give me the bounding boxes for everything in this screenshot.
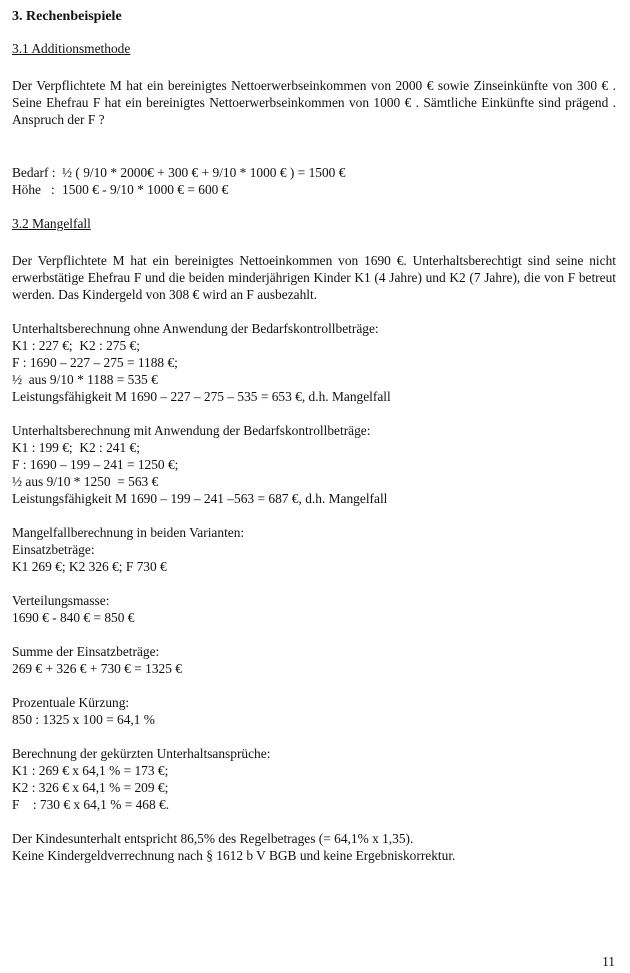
text-line: Summe der Einsatzbeträge:: [12, 644, 160, 659]
text-line: Leistungsfähigkeit M 1690 – 227 – 275 – 535 = 653 €, d.h. Mangelfall: [12, 389, 391, 404]
text-line: F : 1690 – 227 – 275 = 1188 €;: [12, 355, 178, 370]
addition-calculation: [12, 164, 616, 198]
text-line: ½ aus 9/10 * 1188 = 535 €: [12, 372, 158, 387]
hoehe-value: 1500 € - 9/10 * 1000 € = 600 €: [62, 182, 229, 197]
text-line: Einsatzbeträge:: [12, 542, 95, 557]
text-line: Prozentuale Kürzung:: [12, 695, 130, 710]
bedarf-value: ½ ( 9/10 * 2000€ + 300 € + 9/10 * 1000 € ) = 1500 €: [62, 165, 346, 180]
section-heading: 3. Rechenbeispiele: [12, 9, 122, 24]
text-line: F : 730 € x 64,1 % = 468 €.: [12, 797, 170, 812]
text-line: 1690 € - 840 € = 850 €: [12, 610, 135, 625]
addition-problem-text: Der Verpflichtete M hat ein bereinigtes Nettoerwerbseinkommen von 2000 € sowie Zinseinkünfte von 300 € . Seine Ehefrau F hat ein bereinigtes Nettoerwerbseinkommen von 1000 € . Sämtliche Einkünfte sind prägend . Anspruch der F ?: [12, 78, 616, 127]
text-line: K1 : 269 € x 64,1 % = 173 €;: [12, 763, 169, 778]
verteilungsmasse-block: [12, 592, 616, 626]
text-line: 850 : 1325 x 100 = 64,1 %: [12, 712, 155, 727]
prozentuale-kuerzung-block: [12, 694, 616, 728]
text-line: 269 € + 326 € + 730 € = 1325 €: [12, 661, 182, 676]
bedarf-label: Bedarf :: [12, 165, 56, 180]
mit-kontrollbetraege-block: [12, 422, 616, 507]
schluss-block: [12, 830, 616, 864]
text-line: K1 : 227 €; K2 : 275 €;: [12, 338, 140, 353]
text-line: K1 269 €; K2 326 €; F 730 €: [12, 559, 167, 574]
subsection-title-mangelfall: 3.2 Mangelfall: [12, 216, 91, 231]
page-number: 11: [602, 954, 615, 969]
text-line: ½ aus 9/10 * 1250 = 563 €: [12, 474, 159, 489]
text-line: Keine Kindergeldverrechnung nach § 1612 b V BGB und keine Ergebniskorrektur.: [12, 848, 456, 863]
text-line: F : 1690 – 199 – 241 = 1250 €;: [12, 457, 179, 472]
text-line: Mangelfallberechnung in beiden Varianten:: [12, 525, 245, 540]
summe-einsatzbetraege-block: [12, 643, 616, 677]
hoehe-label: Höhe :: [12, 182, 55, 197]
text-line: K1 : 199 €; K2 : 241 €;: [12, 440, 140, 455]
document-page: [12, 8, 616, 864]
text-line: Unterhaltsberechnung mit Anwendung der Bedarfskontrollbeträge:: [12, 423, 371, 438]
text-line: Verteilungsmasse:: [12, 593, 110, 608]
mangelfall-problem-text: Der Verpflichtete M hat ein bereinigtes Nettoeinkommen von 1690 €. Unterhaltsberechtigt sind seine nicht erwerbstätige Ehefrau F und die beiden minderjährigen Kinder K1 (4 Jahre) und K2 (7 Jahre), die von F betreut werden. Das Kindergeld von 308 € wird an F ausbezahlt.: [12, 253, 616, 302]
ohne-kontrollbetraege-block: [12, 320, 616, 405]
mangelfall-berechnung-block: [12, 524, 616, 575]
text-line: Leistungsfähigkeit M 1690 – 199 – 241 –563 = 687 €, d.h. Mangelfall: [12, 491, 388, 506]
subsection-title-addition: 3.1 Additionsmethode: [12, 41, 131, 56]
text-line: Berechnung der gekürzten Unterhaltsansprüche:: [12, 746, 271, 761]
text-line: Der Kindesunterhalt entspricht 86,5% des Regelbetrages (= 64,1% x 1,35).: [12, 831, 414, 846]
text-line: Unterhaltsberechnung ohne Anwendung der Bedarfskontrollbeträge:: [12, 321, 379, 336]
text-line: K2 : 326 € x 64,1 % = 209 €;: [12, 780, 169, 795]
gekuerzte-ansprueche-block: [12, 745, 616, 813]
